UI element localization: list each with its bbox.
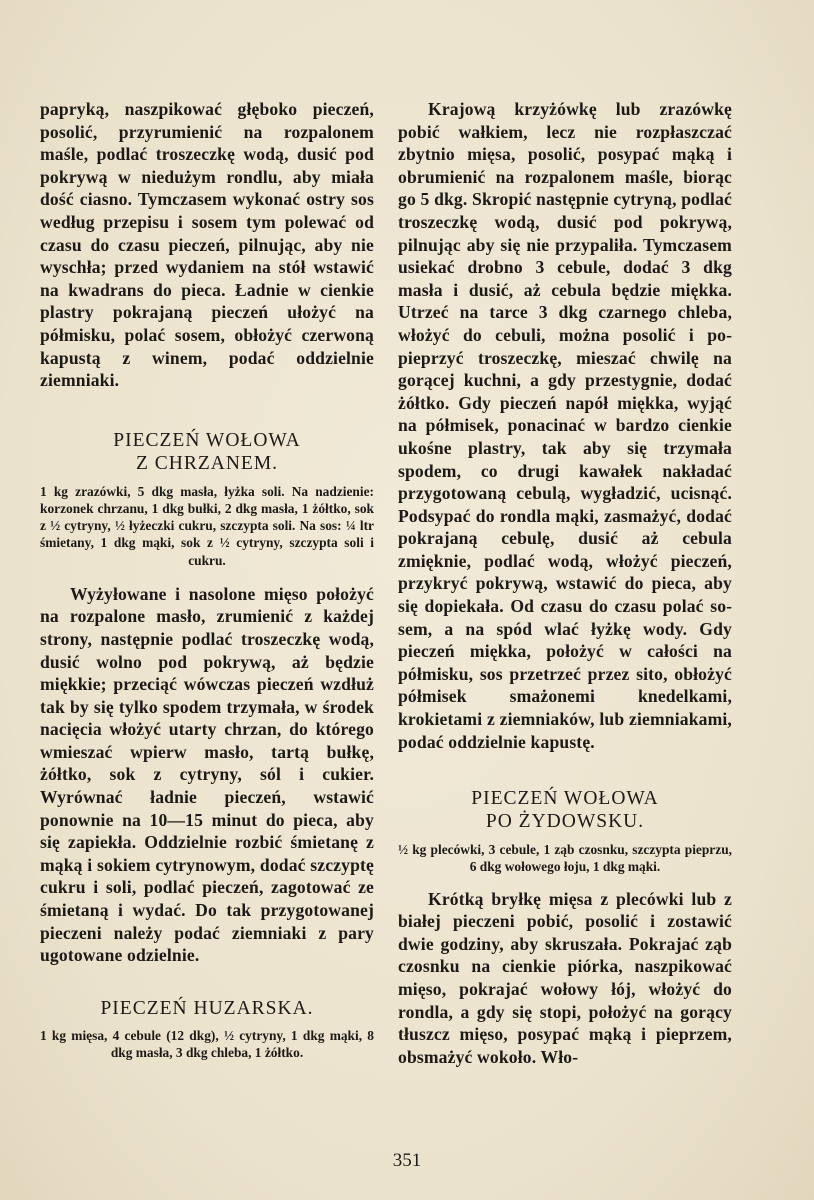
- title-line-2: PO ŻYDOWSKU.: [485, 811, 645, 833]
- ingredients-chrzan: 1 kg zrazówki, 5 dkg masła, łyżka soli. Na nadzienie: korzonek chrzanu, 1 dkg bułki, 2 dkg masła, 1 żółtko, sok z ½ cytryny, ½ łyżeczki cukru, szczypta soli. Na sos: ¼ ltr śmietany, 1 dkg mąki, sok z ½ cytryny, szczypta soli i cukru.: [40, 483, 374, 568]
- recipe-text-zydowsku: Krótką bryłkę mięsa z plecówki lub z białej pieczeni pobić, posolić i zostawić dwie godziny, aby skruszała. Pokrajać ząb czosnku na cienkie piórka, naszpikować mięso, pokrajać wołowy łój, włożyć do rondla, a gdy się stopi, położyć na gorący tłuszcz mięso, posypać mąką i pieprzem, obsmażyć wokoło. Wło-: [398, 888, 732, 1067]
- title-line-1: PIECZEŃ WOŁOWA: [471, 788, 659, 810]
- recipe-text-chrzan: Wyżyłowane i nasolone mięso położyć na rozpalone masło, zrumienić z każdej strony, następnie podlać troszeczkę wodą, dusić wolno pod pokrywą, aż będzie miękkie; przeciąć wówczas pieczeń wzdłuż tak by się tylko spodem trzymała, w środek nacięcia włożyć utarty chrzan, do którego wmieszać wpierw masło, tartą bułkę, żółtko, sok z cytryny, sól i cukier. Wyrównać ładnie pieczeń, wstawić ponownie na 10—15 minut do pieca, aby się zapiekła. Oddzielnie rozbić śmietanę z mąką i sokiem cytrynowym, dodać szczyptę cukru i soli, podlać pieczeń, zagotować ze śmietaną i wydać. Do tak przygotowanej pieczeni należy podać ziemniaki z pary ugotowane odzielnie.: [40, 583, 374, 966]
- page-number: 351: [392, 1150, 422, 1171]
- left-column: [40, 98, 374, 1061]
- recipe-title-zydowsku: [398, 787, 732, 833]
- intro-paragraph: papryką, naszpikować głęboko pieczeń, posolić, przyrumienić na rozpalonem maśle, podlać troszeczkę wodą, dusić pod pokrywą w niedużym rondlu, aby miała dość ciasno. Tymczasem wykonać ostry sos według przepisu i sosem tym polewać od czasu do czasu pieczeń, pilnując, aby nie wyschła; przed wydaniem na stół wstawić na kwadrans do pieca. Ładnie w cienkie plastry pokrajaną pieczeń ułożyć na półmisku, polać sosem, obłożyć czerwoną kapustą z winem, podać oddzielnie ziemniaki.: [40, 99, 374, 391]
- recipe-title-huzarska: PIECZEŃ HUZARSKA.: [100, 997, 314, 1019]
- ingredients-zydowsku: ½ kg plecówki, 3 cebule, 1 ząb czosnku, szczypta pieprzu, 6 dkg wołowego łoju, 1 dkg mąki.: [398, 842, 732, 875]
- right-column: [398, 98, 732, 1068]
- ingredients-huzarska: 1 kg mięsa, 4 cebule (12 dkg), ½ cytryny, 1 dkg mąki, 8 dkg masła, 3 dkg chleba, 1 żółtko.: [40, 1027, 374, 1061]
- title-line-1: PIECZEŃ WOŁOWA: [113, 429, 301, 451]
- recipe-text-huzarska: Krajową krzyżówkę lub zrazówkę pobić wałkiem, lecz nie rozpłaszczać zbytnio mięsa, posolić, posypać mąką i obrumienić na rozpalonem maśle, biorąc go 5 dkg. Skropić następnie cytryną, podlać troszeczkę wodą, dusić pod pokrywą, pilnując aby się nie przypaliła. Tymczasem usiekać drobno 3 cebule, dodać 3 dkg masła i dusić, aż cebula będzie miękka. Utrzeć na tarce 3 dkg czarnego chleba, włożyć do cebuli, można posolić i popieprzyć troszeczkę, mieszać chwilę na gorącej kuchni, a gdy przestygnie, dodać żółtko. Gdy pieczeń napół miękka, wyjąć na półmisek, ponacinać w bardzo cienkie ukośne plastry, tak aby się trzymała spodem, co drugi kawałek nakładać przygotowaną cebulą, wygładzić, ucisnąć. Podsypać do rondla mąki, zasmażyć, dodać pokrajaną cebulę, dusić aż cebula zmięknie, podlać wodą, włożyć pieczeń, przykryć pokrywą, wstawić do pieca, aby się dopiekała. Od czasu do czasu polać sosem, a na spód wlać łyżkę wody. Gdy pieczeń miękka, położyć w całości na półmisku, sos przetrzeć przez sito, obłożyć półmisek smażonemi knedelkami, krokietami z ziemniaków, lub ziemniakami, podać oddzielnie kapustę.: [398, 99, 732, 752]
- recipe-title-chrzan: [40, 429, 374, 475]
- title-line-2: Z CHRZANEM.: [135, 452, 279, 474]
